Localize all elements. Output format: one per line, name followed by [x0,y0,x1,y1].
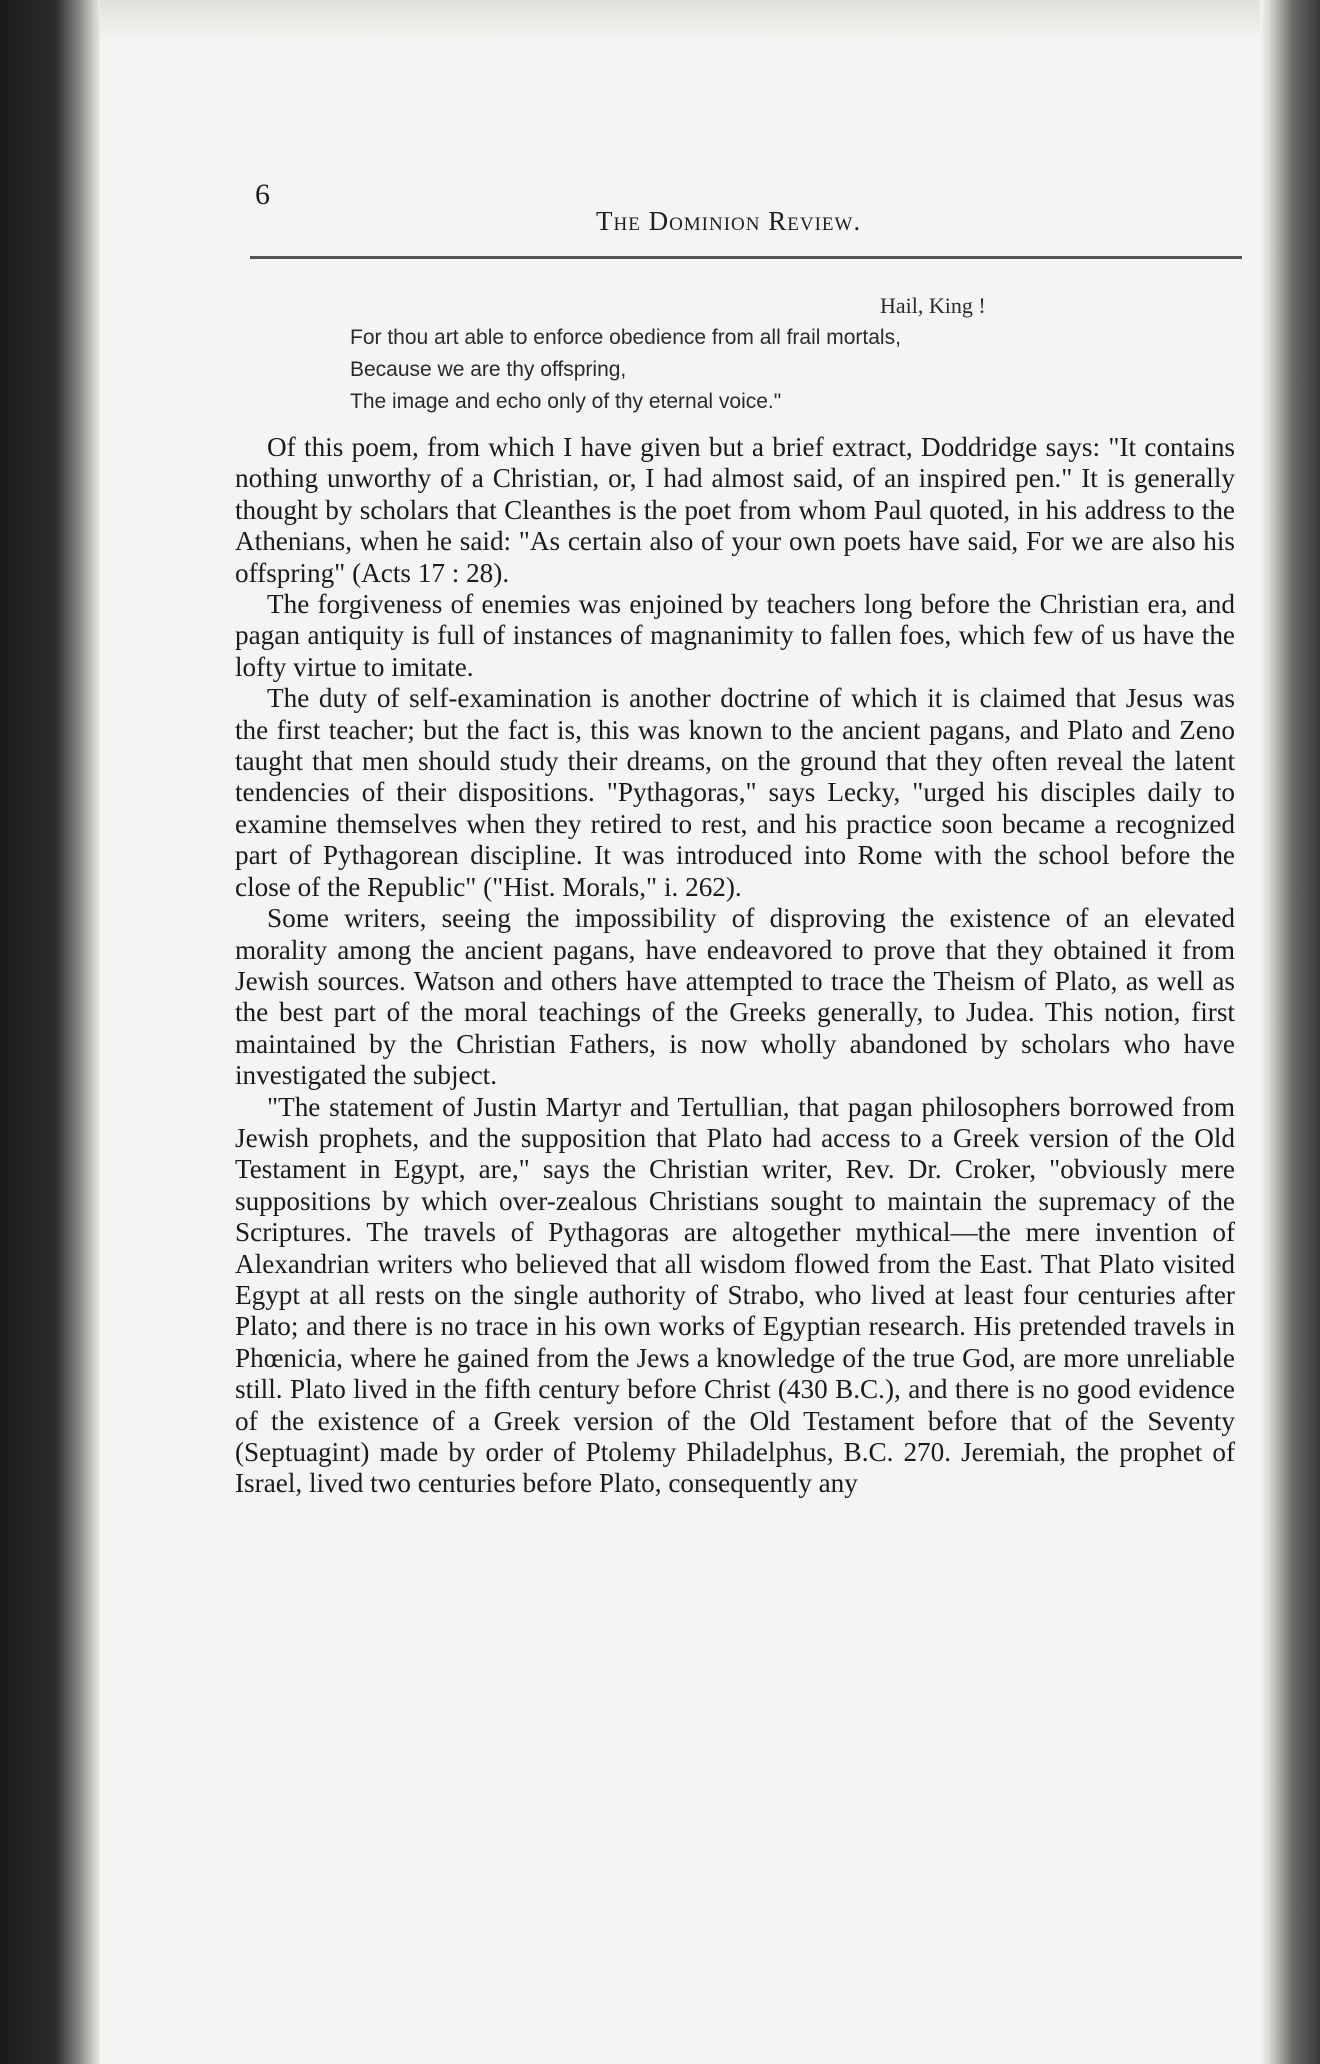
paragraph: The forgiveness of enemies was enjoined by teachers long before the Christian era, and pagan antiquity is full of instances of magnanimity to fallen foes, which few of us have the lofty virtue to imitate. [235,589,1235,682]
body-text [235,432,1235,1500]
poem-line: Hail, King ! [880,293,986,318]
poem-line: The image and echo only of thy eternal voice." [350,390,782,413]
poem-line: Because we are thy offspring, [350,358,627,381]
paragraph: Some writers, seeing the impossibility of disproving the existence of an elevated morality among the ancient pagans, have endeavored to prove that they obtained it from Jewish sources. Watson and others have attempted to trace the Theism of Plato, as well as the best part of the moral teachings of the Greeks generally, to Judea. This notion, first maintained by the Christian Fathers, is now wholly abandoned by scholars who have investigated the subject. [235,903,1235,1091]
poem-quotation [350,290,1110,418]
paragraph: "The statement of Justin Martyr and Tertullian, that pagan philosophers borrowed from Jewish prophets, and the supposition that Plato had access to a Greek version of the Old Testament in Egypt, are," says the Christian writer, Rev. Dr. Croker, "obviously mere suppositions by which over-zealous Christians sought to maintain the supremacy of the Scriptures. The travels of Pythagoras are altogether mythical—the mere invention of Alexandrian writers who believed that all wisdom flowed from the East. That Plato visited Egypt at all rests on the single authority of Strabo, who lived at least four centuries after Plato; and there is no trace in his own works of Egyptian research. His pretended travels in Phœnicia, where he gained from the Jews a knowledge of the true God, are more unreliable still. Plato lived in the fifth century before Christ (430 B.C.), and there is no good evidence of the existence of a Greek version of the Old Testament before that of the Seventy (Septuagint) made by order of Ptolemy Philadelphus, B.C. 270. Jeremiah, the prophet of Israel, lived two centuries before Plato, consequently any [235,1091,1235,1499]
paragraph: Of this poem, from which I have given but a brief extract, Doddridge says: "It contains nothing unworthy of a Christian, or, I had almost said, of an inspired pen." It is generally thought by scholars that Cleanthes is the poet from whom Paul quoted, in his address to the Athenians, when he said: "As certain also of your own poets have said, For we are also his offspring" (Acts 17 : 28). [235,432,1235,588]
page-top-edge [100,0,1260,40]
running-title: The Dominion Review. [596,206,862,236]
header-rule [250,256,1242,259]
page-number: 6 [255,178,270,211]
poem-line: For thou art able to enforce obedience from all frail mortals, [350,326,901,349]
paragraph: The duty of self-examination is another doctrine of which it is claimed that Jesus was the first teacher; but the fact is, this was known to the ancient pagans, and Plato and Zeno taught that men should study their dreams, on the ground that they often reveal the latent tendencies of their dispositions. "Pythagoras," says Lecky, "urged his disciples daily to examine themselves when they retired to rest, and his practice soon became a recognized part of Pythagorean discipline. It was introduced into Rome with the school before the close of the Republic" ("Hist. Morals," i. 262). [235,683,1235,902]
book-binding-shadow [0,0,100,2064]
page-edge-shadow [1260,0,1320,2064]
